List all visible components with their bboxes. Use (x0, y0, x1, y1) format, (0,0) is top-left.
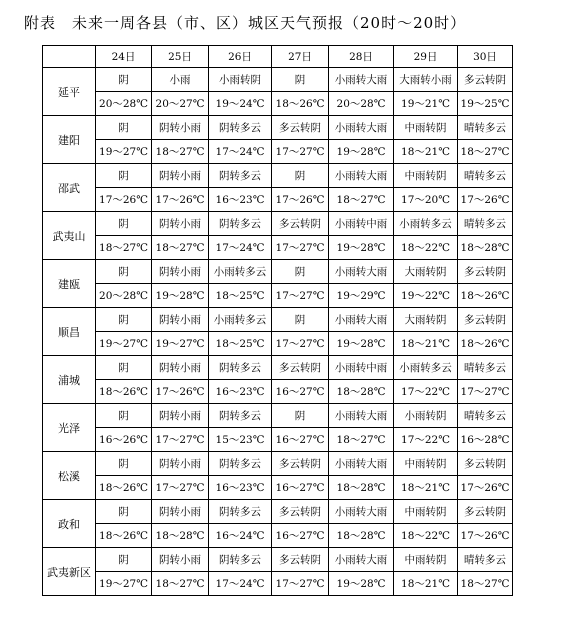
temperature-cell: 20～28℃ (96, 92, 152, 116)
temperature-cell: 18～28℃ (329, 380, 394, 404)
table-row-weather (43, 68, 513, 92)
day-header: 28日 (329, 46, 394, 68)
day-header: 24日 (96, 46, 152, 68)
weather-cell: 阴转小雨 (152, 260, 209, 284)
temperature-cell: 19～28℃ (152, 284, 209, 308)
weather-cell: 小雨转大雨 (329, 404, 394, 428)
weather-cell: 晴转多云 (458, 404, 513, 428)
temperature-cell: 17～20℃ (394, 188, 458, 212)
weather-cell: 中雨转阴 (394, 500, 458, 524)
temperature-cell: 18～27℃ (152, 140, 209, 164)
weather-cell: 阴转多云 (209, 164, 272, 188)
weather-cell: 小雨转大雨 (329, 260, 394, 284)
day-header: 30日 (458, 46, 513, 68)
temperature-cell: 19～28℃ (329, 236, 394, 260)
weather-cell: 小雨 (152, 68, 209, 92)
temperature-cell: 16～23℃ (209, 476, 272, 500)
weather-cell: 阴转小雨 (152, 356, 209, 380)
weather-cell: 晴转多云 (458, 164, 513, 188)
table-header-row (43, 46, 513, 68)
temperature-cell: 17～26℃ (458, 476, 513, 500)
day-header: 29日 (394, 46, 458, 68)
day-header: 26日 (209, 46, 272, 68)
county-name: 政和 (43, 500, 96, 548)
temperature-cell: 19～22℃ (394, 284, 458, 308)
table-row-weather (43, 548, 513, 572)
temperature-cell: 18～27℃ (458, 572, 513, 596)
temperature-cell: 19～21℃ (394, 92, 458, 116)
weather-cell: 小雨转大雨 (329, 68, 394, 92)
temperature-cell: 19～28℃ (329, 572, 394, 596)
temperature-cell: 19～24℃ (209, 92, 272, 116)
temperature-cell: 17～24℃ (209, 236, 272, 260)
temperature-cell: 16～27℃ (272, 476, 329, 500)
temperature-cell: 17～27℃ (272, 572, 329, 596)
temperature-cell: 17～26℃ (458, 524, 513, 548)
temperature-cell: 17～27℃ (272, 236, 329, 260)
temperature-cell: 15～23℃ (209, 428, 272, 452)
table-row-temperature (43, 236, 513, 260)
temperature-cell: 17～27℃ (152, 428, 209, 452)
county-name: 顺昌 (43, 308, 96, 356)
temperature-cell: 20～27℃ (152, 92, 209, 116)
temperature-cell: 17～22℃ (394, 380, 458, 404)
weather-cell: 阴转小雨 (152, 452, 209, 476)
weather-cell: 阴 (272, 308, 329, 332)
temperature-cell: 16～23℃ (209, 188, 272, 212)
temperature-cell: 16～27℃ (272, 428, 329, 452)
temperature-cell: 18～21℃ (394, 572, 458, 596)
weather-cell: 小雨转大雨 (329, 452, 394, 476)
weather-cell: 阴 (272, 68, 329, 92)
temperature-cell: 18～27℃ (329, 428, 394, 452)
weather-cell: 阴 (96, 356, 152, 380)
temperature-cell: 18～26℃ (96, 476, 152, 500)
temperature-cell: 17～24℃ (209, 572, 272, 596)
county-name: 松溪 (43, 452, 96, 500)
weather-cell: 小雨转多云 (209, 260, 272, 284)
weather-cell: 小雨转大雨 (329, 164, 394, 188)
weather-cell: 中雨转阴 (394, 452, 458, 476)
weather-cell: 小雨转多云 (394, 212, 458, 236)
temperature-cell: 18～28℃ (458, 236, 513, 260)
weather-cell: 多云转阴 (272, 356, 329, 380)
county-name: 浦城 (43, 356, 96, 404)
temperature-cell: 17～27℃ (152, 476, 209, 500)
weather-cell: 阴 (96, 308, 152, 332)
weather-cell: 多云转阴 (272, 116, 329, 140)
temperature-cell: 18～21℃ (394, 476, 458, 500)
table-row-weather (43, 500, 513, 524)
weather-cell: 阴 (96, 260, 152, 284)
temperature-cell: 18～21℃ (394, 332, 458, 356)
temperature-cell: 18～25℃ (209, 284, 272, 308)
county-name: 延平 (43, 68, 96, 116)
weather-cell: 多云转阴 (272, 548, 329, 572)
weather-cell: 阴转小雨 (152, 404, 209, 428)
temperature-cell: 18～27℃ (329, 188, 394, 212)
weather-cell: 阴 (96, 212, 152, 236)
weather-cell: 多云转阴 (272, 212, 329, 236)
weather-cell: 阴转小雨 (152, 116, 209, 140)
weather-cell: 多云转阴 (458, 500, 513, 524)
table-row-temperature (43, 188, 513, 212)
table-row-temperature (43, 140, 513, 164)
weather-cell: 大雨转阴 (394, 260, 458, 284)
table-body (43, 68, 513, 596)
temperature-cell: 16～26℃ (96, 428, 152, 452)
temperature-cell: 20～28℃ (329, 92, 394, 116)
weather-cell: 小雨转中雨 (329, 356, 394, 380)
temperature-cell: 18～22℃ (394, 236, 458, 260)
temperature-cell: 17～27℃ (272, 284, 329, 308)
weather-cell: 中雨转阴 (394, 164, 458, 188)
table-row-temperature (43, 524, 513, 548)
weather-cell: 阴转小雨 (152, 164, 209, 188)
temperature-cell: 16～24℃ (209, 524, 272, 548)
weather-cell: 阴转多云 (209, 116, 272, 140)
temperature-cell: 17～27℃ (272, 140, 329, 164)
temperature-cell: 18～25℃ (209, 332, 272, 356)
temperature-cell: 16～27℃ (272, 524, 329, 548)
forecast-table (42, 45, 513, 596)
temperature-cell: 18～26℃ (458, 332, 513, 356)
table-row-weather (43, 260, 513, 284)
temperature-cell: 16～28℃ (458, 428, 513, 452)
table-row-temperature (43, 332, 513, 356)
weather-cell: 阴 (96, 500, 152, 524)
weather-cell: 阴转多云 (209, 356, 272, 380)
temperature-cell: 17～24℃ (209, 140, 272, 164)
weather-cell: 晴转多云 (458, 548, 513, 572)
table-row-weather (43, 404, 513, 428)
weather-cell: 阴转多云 (209, 212, 272, 236)
temperature-cell: 17～26℃ (96, 188, 152, 212)
temperature-cell: 18～27℃ (458, 140, 513, 164)
weather-cell: 阴 (96, 68, 152, 92)
temperature-cell: 19～27℃ (152, 332, 209, 356)
temperature-cell: 17～26℃ (152, 188, 209, 212)
weather-cell: 晴转多云 (458, 356, 513, 380)
weather-cell: 阴 (272, 404, 329, 428)
header-corner-cell (43, 46, 96, 68)
weather-cell: 阴转小雨 (152, 548, 209, 572)
table-row-temperature (43, 476, 513, 500)
county-name: 武夷山 (43, 212, 96, 260)
temperature-cell: 18～28℃ (329, 476, 394, 500)
temperature-cell: 17～22℃ (394, 428, 458, 452)
temperature-cell: 18～26℃ (272, 92, 329, 116)
weather-cell: 阴 (272, 164, 329, 188)
weather-cell: 多云转阴 (458, 308, 513, 332)
temperature-cell: 19～28℃ (329, 332, 394, 356)
temperature-cell: 19～25℃ (458, 92, 513, 116)
weather-cell: 阴转多云 (209, 500, 272, 524)
county-name: 建阳 (43, 116, 96, 164)
temperature-cell: 17～27℃ (272, 332, 329, 356)
table-row-weather (43, 164, 513, 188)
weather-cell: 中雨转阴 (394, 116, 458, 140)
temperature-cell: 18～26℃ (96, 524, 152, 548)
table-row-temperature (43, 284, 513, 308)
temperature-cell: 19～29℃ (329, 284, 394, 308)
temperature-cell: 18～27℃ (152, 236, 209, 260)
weather-cell: 小雨转大雨 (329, 548, 394, 572)
weather-cell: 阴 (96, 116, 152, 140)
weather-cell: 阴转多云 (209, 404, 272, 428)
weather-cell: 阴 (96, 548, 152, 572)
weather-cell: 阴 (272, 260, 329, 284)
county-name: 建瓯 (43, 260, 96, 308)
weather-cell: 阴转多云 (209, 452, 272, 476)
weather-cell: 阴 (96, 404, 152, 428)
table-row-temperature (43, 380, 513, 404)
temperature-cell: 16～27℃ (272, 380, 329, 404)
table-row-weather (43, 116, 513, 140)
weather-cell: 中雨转阴 (394, 548, 458, 572)
weather-cell: 晴转多云 (458, 212, 513, 236)
weather-cell: 阴转小雨 (152, 212, 209, 236)
temperature-cell: 18～26℃ (458, 284, 513, 308)
day-header: 25日 (152, 46, 209, 68)
temperature-cell: 18～28℃ (152, 524, 209, 548)
temperature-cell: 17～26℃ (458, 188, 513, 212)
weather-cell: 多云转阴 (272, 500, 329, 524)
temperature-cell: 19～27℃ (96, 332, 152, 356)
table-row-weather (43, 212, 513, 236)
weather-cell: 小雨转大雨 (329, 116, 394, 140)
weather-cell: 阴转多云 (209, 548, 272, 572)
weather-cell: 小雨转阴 (209, 68, 272, 92)
weather-cell: 多云转阴 (458, 452, 513, 476)
weather-cell: 晴转多云 (458, 116, 513, 140)
weather-cell: 阴 (96, 452, 152, 476)
temperature-cell: 17～27℃ (458, 380, 513, 404)
page-title: 附表 未来一周各县（市、区）城区天气预报（20时～20时） (24, 14, 467, 32)
day-header: 27日 (272, 46, 329, 68)
temperature-cell: 18～27℃ (96, 236, 152, 260)
table-row-weather (43, 308, 513, 332)
temperature-cell: 19～28℃ (329, 140, 394, 164)
weather-cell: 小雨转多云 (209, 308, 272, 332)
table-row-temperature (43, 92, 513, 116)
temperature-cell: 18～22℃ (394, 524, 458, 548)
temperature-cell: 18～21℃ (394, 140, 458, 164)
temperature-cell: 20～28℃ (96, 284, 152, 308)
temperature-cell: 18～27℃ (152, 572, 209, 596)
weather-cell: 小雨转多云 (394, 356, 458, 380)
weather-cell: 小雨转阴 (394, 404, 458, 428)
temperature-cell: 18～28℃ (329, 524, 394, 548)
weather-cell: 阴转小雨 (152, 308, 209, 332)
temperature-cell: 19～27℃ (96, 140, 152, 164)
weather-cell: 多云转阴 (458, 68, 513, 92)
county-name: 武夷新区 (43, 548, 96, 596)
table-row-temperature (43, 572, 513, 596)
temperature-cell: 16～23℃ (209, 380, 272, 404)
table-row-weather (43, 356, 513, 380)
county-name: 邵武 (43, 164, 96, 212)
table-row-weather (43, 452, 513, 476)
temperature-cell: 19～27℃ (96, 572, 152, 596)
weather-cell: 多云转阴 (458, 260, 513, 284)
weather-cell: 小雨转大雨 (329, 308, 394, 332)
weather-cell: 阴 (96, 164, 152, 188)
temperature-cell: 17～26℃ (272, 188, 329, 212)
temperature-cell: 17～26℃ (152, 380, 209, 404)
temperature-cell: 18～26℃ (96, 380, 152, 404)
weather-cell: 小雨转中雨 (329, 212, 394, 236)
county-name: 光泽 (43, 404, 96, 452)
weather-cell: 大雨转小雨 (394, 68, 458, 92)
weather-cell: 阴转小雨 (152, 500, 209, 524)
table-row-temperature (43, 428, 513, 452)
weather-cell: 大雨转阴 (394, 308, 458, 332)
weather-cell: 多云转阴 (272, 452, 329, 476)
weather-cell: 小雨转大雨 (329, 500, 394, 524)
